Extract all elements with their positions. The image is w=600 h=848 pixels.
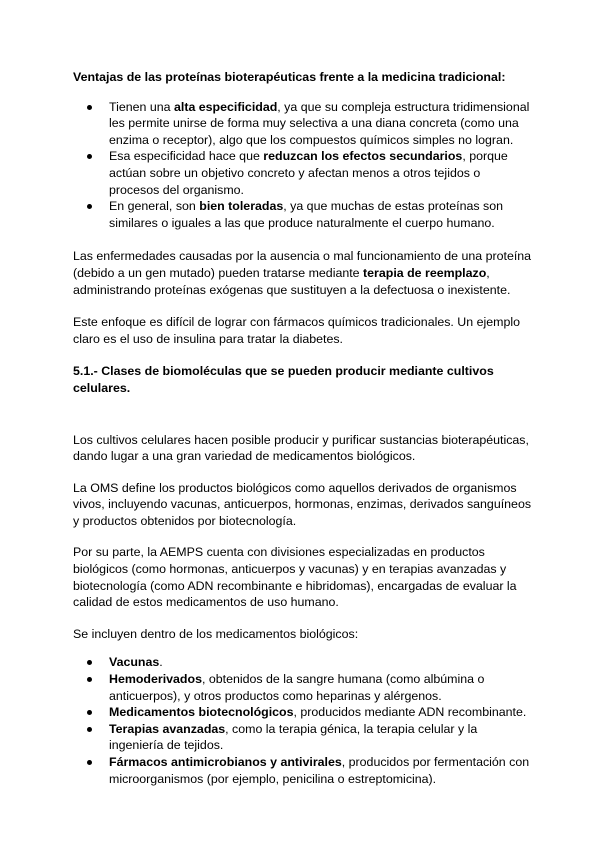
list-item: Hemoderivados, obtenidos de la sangre humana (como albúmina o anticuerpos), y otros productos como heparinas y alérgenos. [73,671,533,704]
ventajas-list [73,99,533,232]
paragraph-terapia-reemplazo: Las enfermedades causadas por la ausencia o mal funcionamiento de una proteína (debido a un gen mutado) pueden tratarse mediante terapia de reemplazo, administrando proteínas exógenas que sustituyen a la defectuosa o inexistente. [73,249,532,297]
document-page [73,69,533,787]
paragraph-se-incluyen: Se incluyen dentro de los medicamentos biológicos: [73,626,359,641]
bullet-icon [87,154,92,159]
paragraph-cultivos: Los cultivos celulares hacen posible producir y purificar sustancias bioterapéuticas, dando lugar a una gran variedad de medicamentos biológicos. [73,432,529,464]
medicamentos-biologicos-list [73,654,533,787]
bullet-icon [87,660,92,665]
list-item: Fármacos antimicrobianos y antivirales, producidos por fermentación con microorganismos (por ejemplo, penicilina o estreptomicina). [73,754,533,787]
bullet-icon [87,710,92,715]
list-item: En general, son bien toleradas, ya que muchas de estas proteínas son similares o iguales a las que produce naturalmente el cuerpo humano. [73,198,533,231]
bullet-icon [87,105,92,110]
paragraph-aemps: Por su parte, la AEMPS cuenta con divisiones especializadas en productos biológicos (como hormonas, anticuerpos y vacunas) y en terapias avanzadas y biotecnología (como ADN recombinante e hibridomas), encargadas de evaluar la calidad de estos medicamentos de uso humano. [73,545,517,610]
bullet-icon [87,677,92,682]
list-item: Terapias avanzadas, como la terapia génica, la terapia celular y la ingeniería de tejidos. [73,721,533,754]
list-item: Medicamentos biotecnológicos, producidos mediante ADN recombinante. [73,704,533,721]
bullet-icon [87,760,92,765]
bullet-icon [87,727,92,732]
bullet-icon [87,204,92,209]
list-item: Tienen una alta especificidad, ya que su compleja estructura tridimensional les permite unirse de forma muy selectiva a una diana concreta (como una enzima o receptor), algo que los compuestos químicos simples no logran. [73,99,533,149]
heading-ventajas: Ventajas de las proteínas bioterapéuticas frente a la medicina tradicional: [73,70,506,84]
list-item: Esa especificidad hace que reduzcan los efectos secundarios, porque actúan sobre un objetivo concreto y afectan menos a otros tejidos o procesos del organismo. [73,148,533,198]
list-item: Vacunas. [73,654,533,671]
paragraph-insulina: Este enfoque es difícil de lograr con fármacos químicos tradicionales. Un ejemplo claro es el uso de insulina para tratar la diabetes. [73,315,520,346]
paragraph-oms: La OMS define los productos biológicos como aquellos derivados de organismos vivos, incluyendo vacunas, anticuerpos, hormonas, enzimas, derivados sanguíneos y productos obtenidos por biotecnología. [73,480,532,528]
heading-clases-biomoleculas: 5.1.- Clases de biomoléculas que se pueden producir mediante cultivos celulares. [73,364,494,395]
